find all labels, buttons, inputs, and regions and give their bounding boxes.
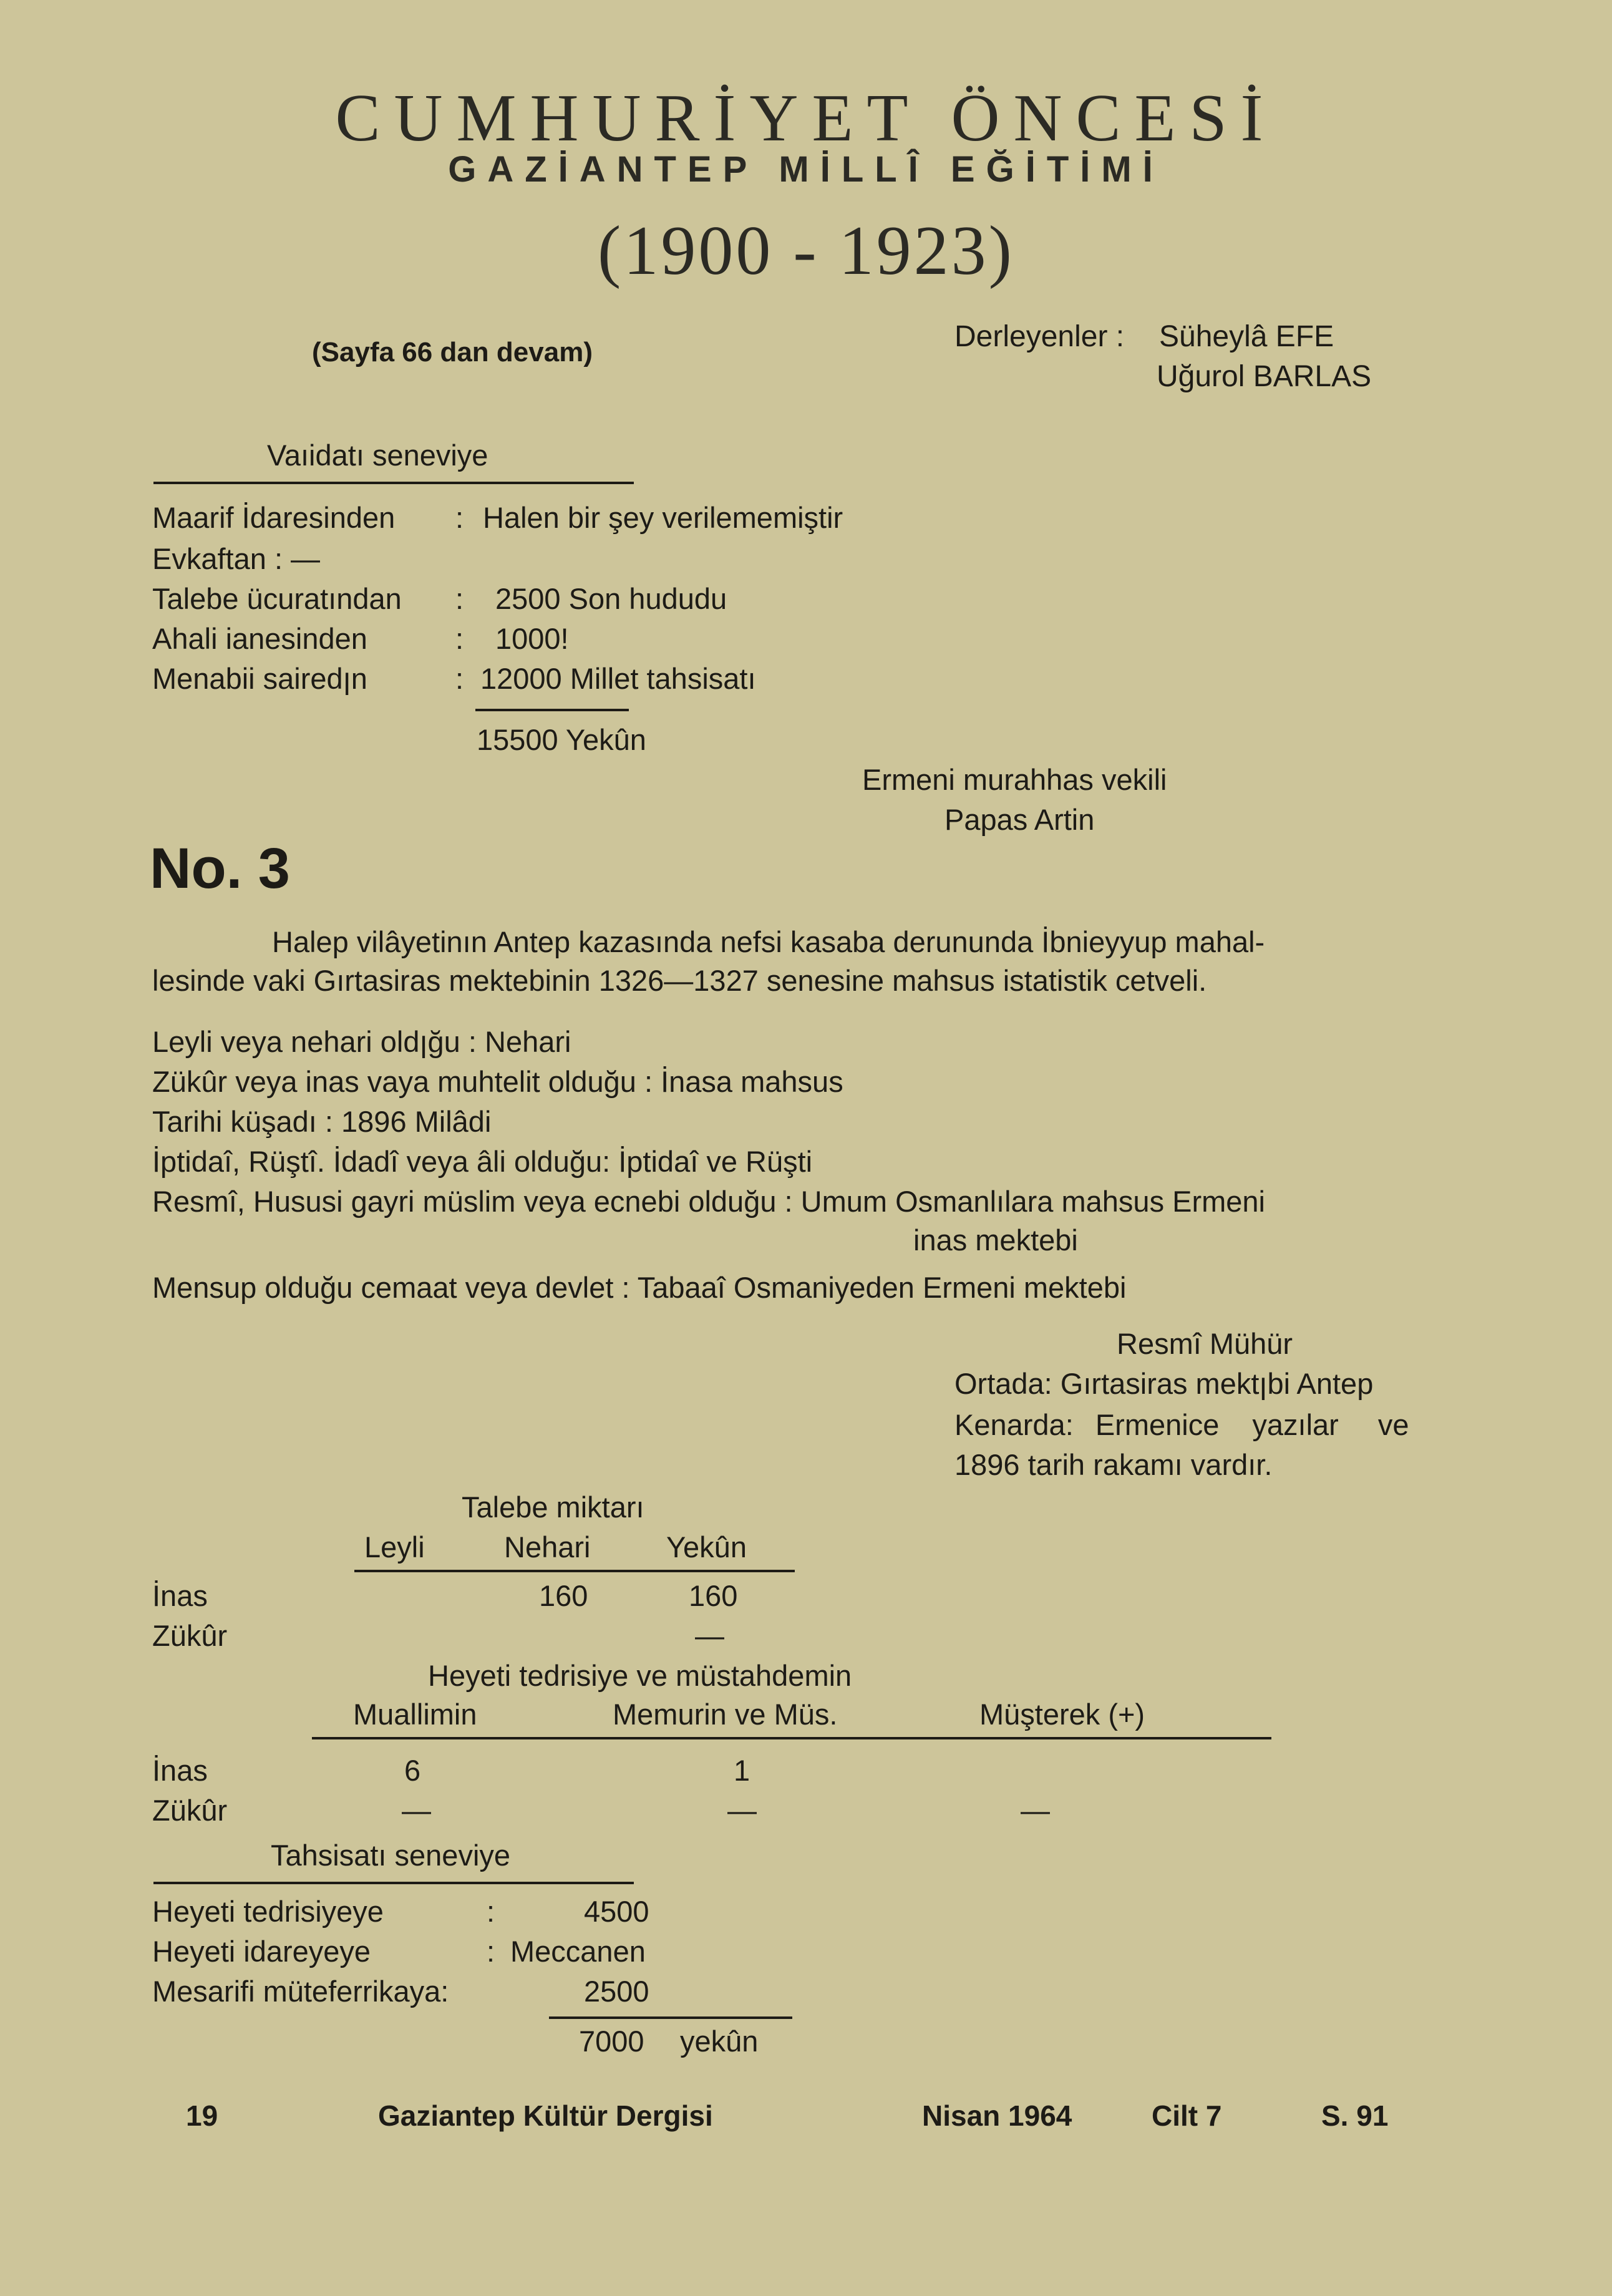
students-header-rule	[354, 1570, 795, 1572]
revenue-total: 15500 Yekûn	[477, 723, 646, 756]
revenue-sep: :	[455, 622, 464, 655]
allocation-total-rule	[549, 2016, 792, 2019]
staff-cell: —	[1021, 1794, 1050, 1827]
detail-line: Zükûr veya inas vaya muhtelit olduğu : İnasa mahsus	[152, 1065, 843, 1098]
allocation-value: Meccanen	[510, 1935, 646, 1968]
intro-line-2: lesinde vaki Gırtasiras mektebinin 1326—1327 senesine mahsus istatistik cetveli.	[152, 964, 1207, 997]
seal-line-1: Resmî Mühür	[1117, 1327, 1293, 1360]
detail-line: Leyli veya nehari oldꞁğu : Nehari	[152, 1025, 571, 1058]
detail-line: Tarihi küşadı : 1896 Milâdi	[152, 1105, 492, 1138]
allocation-label: Heyeti idareyeye	[152, 1935, 371, 1968]
compiler-2: Uğurol BARLAS	[1157, 360, 1372, 393]
revenue-sep: :	[455, 662, 464, 695]
staff-row-label: Zükûr	[152, 1794, 228, 1827]
allocation-sep: :	[487, 1935, 495, 1968]
students-col-header: Yekûn	[666, 1530, 747, 1564]
staff-cell: —	[402, 1794, 431, 1827]
compiler-1: Süheylâ EFE	[1159, 320, 1334, 353]
revenue-sep: :	[455, 501, 464, 534]
allocation-label: Mesarifi müteferrikaya:	[152, 1975, 449, 2008]
staff-cell: 1	[734, 1754, 750, 1787]
intro-line-1: Halep vilâyetinın Antep kazasında nefsi kasaba derununda İbnieyyup mahal-	[272, 925, 1265, 958]
students-cell: 160	[689, 1579, 738, 1612]
detail-line: İptidaî, Rüştî. İdadî veya âli olduğu: İptidaî ve Rüşti	[152, 1145, 813, 1178]
detail-line: Resmî, Hususi gayri müslim veya ecnebi olduğu : Umum Osmanlılara mahsus Ermeni	[152, 1185, 1266, 1218]
allocation-total-label: yekûn	[680, 2025, 759, 2058]
seal-line-2: Ortada: Gırtasiras mektꞁbi Antep	[954, 1367, 1374, 1400]
seal-line-3	[954, 1406, 1409, 1444]
staff-col-header: Muallimin	[353, 1698, 477, 1731]
signature-line-2: Papas Artin	[944, 803, 1095, 836]
allocation-heading: Tahsisatı seneviye	[271, 1839, 511, 1872]
seal-word: Kenarda:	[954, 1408, 1074, 1441]
continuation-note: (Sayfa 66 dan devam)	[312, 337, 593, 367]
allocation-heading-rule	[153, 1882, 634, 1884]
allocation-total-value: 7000	[579, 2025, 644, 2058]
issue-date: Nisan 1964	[922, 2099, 1072, 2132]
title-line-2: GAZİANTEP MİLLÎ EĞİTİMİ	[448, 149, 1164, 190]
revenue-heading: Vaıidatı seneviye	[267, 439, 488, 472]
revenue-value: 12000 Millet tahsisatı	[480, 662, 756, 695]
revenue-label: Menabii sairedꞁn	[152, 662, 367, 695]
issue-number: S. 91	[1321, 2099, 1389, 2132]
revenue-value: Halen bir şey verilememiştir	[483, 501, 843, 534]
detail-line: Mensup olduğu cemaat veya devlet : Tabaaî Osmaniyeden Ermeni mektebi	[152, 1271, 1127, 1304]
students-heading: Talebe miktarı	[462, 1491, 644, 1524]
title-line-1: CUMHURİYET ÖNCESİ	[335, 81, 1277, 155]
journal-name: Gaziantep Kültür Dergisi	[378, 2099, 713, 2132]
revenue-value: 2500 Son hududu	[495, 582, 727, 615]
allocation-value: 2500	[584, 1975, 649, 2008]
staff-row-label: İnas	[152, 1754, 208, 1787]
allocation-value: 4500	[584, 1895, 649, 1928]
section-number: No. 3	[150, 837, 290, 900]
students-col-header: Leyli	[364, 1530, 425, 1564]
staff-col-header: Müşterek (+)	[979, 1698, 1145, 1731]
compilers-label: Derleyenler :	[954, 320, 1125, 353]
seal-word: yazılar	[1252, 1408, 1339, 1441]
seal-word: Ermenice	[1095, 1408, 1220, 1441]
revenue-sep: :	[455, 582, 464, 615]
staff-cell: —	[727, 1794, 757, 1827]
revenue-value: 1000!	[495, 622, 569, 655]
students-cell: 160	[539, 1579, 588, 1612]
seal-word: ve	[1377, 1408, 1409, 1441]
staff-cell: 6	[404, 1754, 421, 1787]
students-cell: —	[695, 1619, 724, 1652]
title-years: (1900 - 1923)	[598, 212, 1014, 289]
staff-header-rule	[312, 1737, 1271, 1739]
revenue-label: Evkaftan : —	[152, 542, 321, 575]
seal-line-4: 1896 tarih rakamı vardır.	[954, 1448, 1273, 1481]
students-col-header: Nehari	[504, 1530, 591, 1564]
revenue-heading-rule	[153, 482, 634, 484]
revenue-label: Ahali ianesinden	[152, 622, 367, 655]
page-number: 19	[186, 2099, 218, 2132]
revenue-label: Maarif İdaresinden	[152, 501, 396, 534]
allocation-label: Heyeti tedrisiyeye	[152, 1895, 384, 1928]
revenue-label: Talebe ücuratından	[152, 582, 402, 615]
revenue-total-rule	[475, 709, 629, 711]
allocation-sep: :	[487, 1895, 495, 1928]
students-row-label: Zükûr	[152, 1619, 228, 1652]
staff-heading: Heyeti tedrisiye ve müstahdemin	[428, 1659, 852, 1692]
volume: Cilt 7	[1152, 2099, 1222, 2132]
signature-line-1: Ermeni murahhas vekili	[862, 763, 1167, 796]
detail-line: inas mektebi	[913, 1223, 1078, 1257]
students-row-label: İnas	[152, 1579, 208, 1612]
staff-col-header: Memurin ve Müs.	[613, 1698, 838, 1731]
